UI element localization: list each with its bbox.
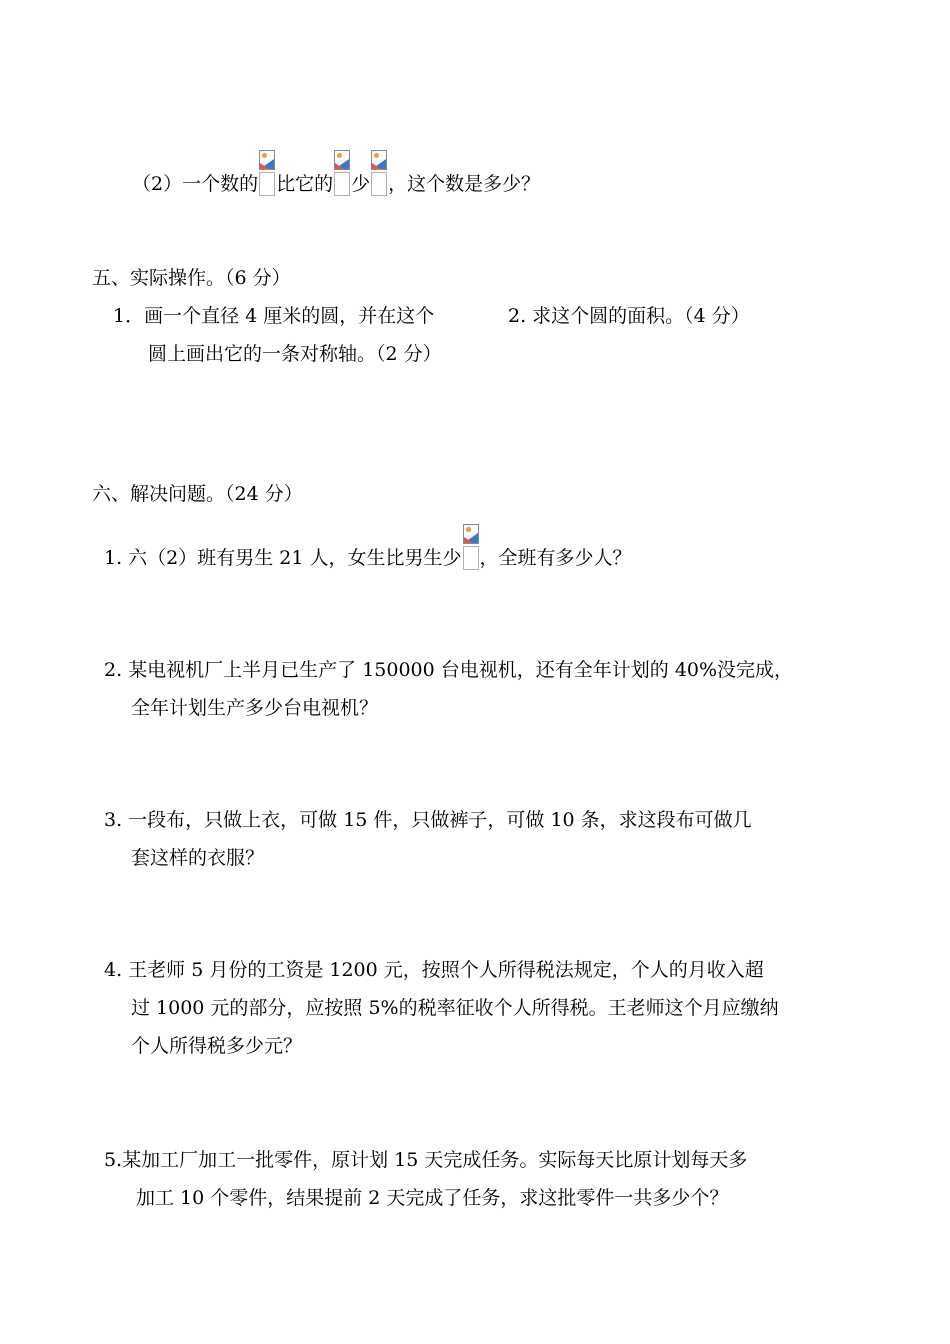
section-heading: 五、实际操作。（6 分） xyxy=(92,267,291,289)
fraction-image-icon xyxy=(334,172,350,196)
section-heading: 六、解决问题。（24 分） xyxy=(92,483,303,505)
question-text: （2）一个数的 xyxy=(132,173,259,195)
question-text: 少 xyxy=(351,173,371,195)
question-text: 过 1000 元的部分，应按照 5%的税率征收个人所得税。王老师这个月应缴纳 xyxy=(131,997,779,1019)
question-text: ，这个数是多少？ xyxy=(388,173,541,195)
question-text: 3. 一段布，只做上衣，可做 15 件，只做裤子，可做 10 条，求这段布可做几 xyxy=(104,809,752,831)
question-text: 1．画一个直径 4 厘米的圆，并在这个 xyxy=(113,305,435,327)
question-text: 套这样的衣服？ xyxy=(131,847,265,869)
question-text: 圆上画出它的一条对称轴。（2 分） xyxy=(148,343,442,365)
question-text: 1. 六（2）班有男生 21 人，女生比男生少 xyxy=(104,547,462,569)
question-text: 2. 求这个圆的面积。（4 分） xyxy=(508,305,750,327)
question-text: 加工 10 个零件，结果提前 2 天完成了任务，求这批零件一共多少个？ xyxy=(136,1187,729,1209)
question-text: 个人所得税多少元？ xyxy=(131,1035,303,1057)
fraction-image-icon xyxy=(371,172,387,196)
question-text: 全年计划生产多少台电视机？ xyxy=(131,697,379,719)
question-text: 4. 王老师 5 月份的工资是 1200 元，按照个人所得税法规定，个人的月收入超 xyxy=(104,959,764,981)
question-text: 比它的 xyxy=(276,173,334,195)
question-text: 2. 某电视机厂上半月已生产了 150000 台电视机，还有全年计划的 40%没完成， xyxy=(104,659,794,681)
fraction-image-icon xyxy=(463,546,479,570)
fraction-image-icon xyxy=(259,172,275,196)
question-text: 5.某加工厂加工一批零件，原计划 15 天完成任务。实际每天比原计划每天多 xyxy=(104,1149,748,1171)
question-line xyxy=(104,546,632,570)
question-line xyxy=(132,172,540,196)
question-text: ，全班有多少人？ xyxy=(479,547,632,569)
